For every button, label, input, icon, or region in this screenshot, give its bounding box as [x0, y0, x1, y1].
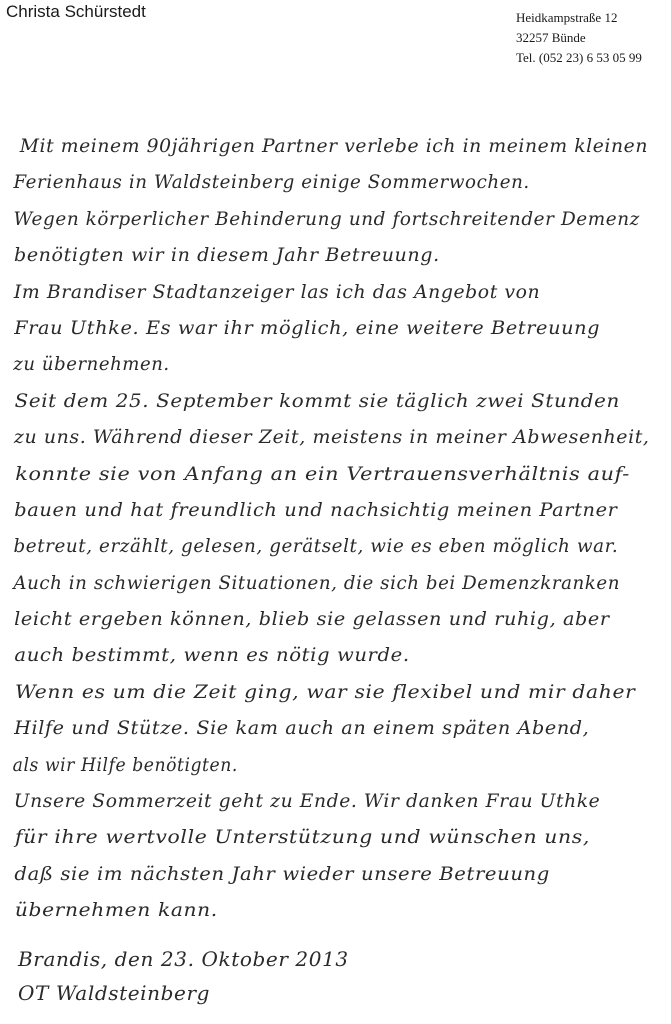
letter-line: Seit dem 25. September kommt sie täglich zwei Stunden [14, 389, 620, 412]
letter-line: Mit meinem 90jährigen Partner verlebe ich in meinem kleinen [19, 135, 649, 157]
letter-line: bauen und hat freundlich und nachsichtig meinen Partner [14, 498, 618, 521]
closing-place-date: Brandis, den 23. Oktober 2013 [18, 947, 349, 971]
sender-name: Christa Schürstedt [6, 2, 146, 21]
address-street: Heidkampstraße 12 [516, 10, 618, 25]
letter-closing [0, 942, 671, 1010]
letter-line: betreut, erzählt, gelesen, gerätselt, wie es eben möglich war. [13, 535, 619, 558]
letter-line: Wegen körperlicher Behinderung und fortschreitender Demenz [13, 207, 640, 230]
address-city: 32257 Bünde [516, 30, 586, 45]
letter-line: benötigten wir in diesem Jahr Betreuung. [14, 244, 440, 267]
letter-line: Hilfe und Stütze. Sie kam auch an einem späten Abend, [14, 717, 590, 740]
closing-district: OT Waldsteinberg [18, 981, 211, 1005]
letter-line: Ferienhaus in Waldsteinberg einige Sommerwochen. [13, 171, 530, 194]
letter-line: übernehmen kann. [14, 899, 218, 922]
letter-line: Auch in schwierigen Situationen, die sich bei Demenzkranken [13, 571, 621, 594]
letter-line: daß sie im nächsten Jahr wieder unsere Betreuung [14, 862, 550, 885]
letter-line: zu uns. Während dieser Zeit, meistens in meiner Abwesenheit, [13, 426, 650, 449]
letter-line: zu übernehmen. [13, 353, 170, 376]
letter-line: konnte sie von Anfang an ein Vertrauensverhältnis auf- [15, 462, 630, 485]
letter-line: leicht ergeben können, blieb sie gelassen und ruhig, aber [14, 608, 610, 631]
letter-line: Frau Uthke. Es war ihr möglich, eine weitere Betreuung [14, 316, 601, 339]
letter-line: als wir Hilfe benötigten. [12, 753, 238, 776]
address-phone: Tel. (052 23) 6 53 05 99 [516, 50, 642, 65]
letter-body [0, 128, 671, 929]
letter-line: Unsere Sommerzeit geht zu Ende. Wir danken Frau Uthke [13, 790, 601, 813]
letter-line: für ihre wertvolle Unterstützung und wünschen uns, [14, 826, 591, 849]
letter-line: auch bestimmt, wenn es nötig wurde. [14, 644, 410, 667]
letter-line: Wenn es um die Zeit ging, war sie flexibel und mir daher [14, 680, 636, 703]
sender-address [516, 8, 666, 68]
letter-line: Im Brandiser Stadtanzeiger las ich das Angebot von [13, 280, 541, 303]
